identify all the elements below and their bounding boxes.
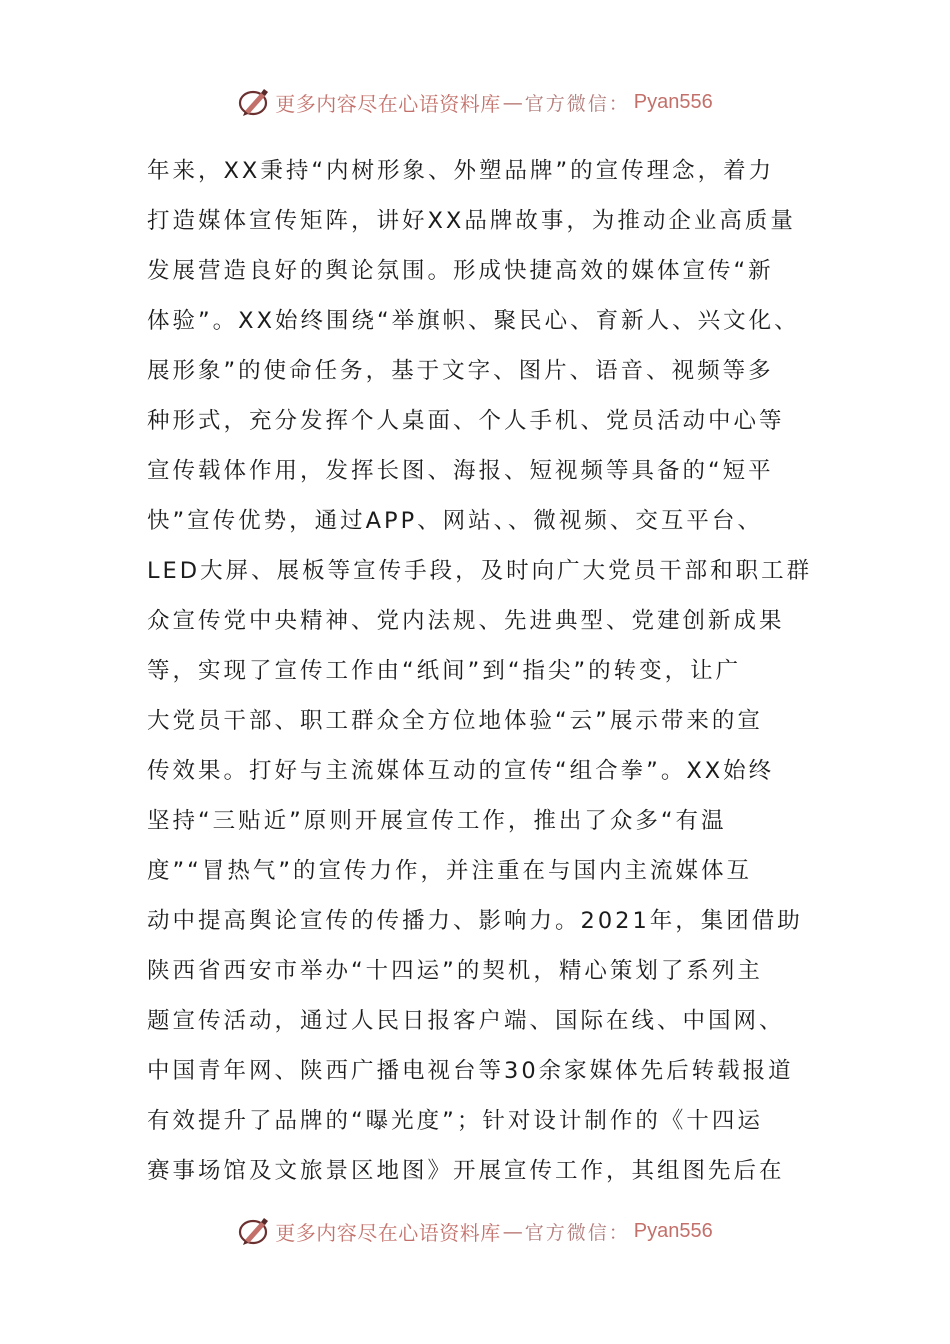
body-line: 众宣传党中央精神、党内法规、先进典型、党建创新成果 [147, 608, 785, 634]
header-banner [0, 82, 950, 122]
body-line: 赛事场馆及文旅景区地图》开展宣传工作，其组图先后在 [147, 1158, 785, 1184]
body-line: 打造媒体宣传矩阵，讲好XX品牌故事，为推动企业高质量 [147, 208, 796, 234]
pen-logo-icon [237, 85, 271, 119]
official-label: 官方微信： [524, 1221, 630, 1244]
body-line: LED大屏、展板等宣传手段，及时向广大党员干部和职工群 [147, 558, 813, 584]
body-line: 宣传载体作用，发挥长图、海报、短视频等具备的“短平 [147, 458, 774, 484]
body-line: 传效果。打好与主流媒体互动的宣传“组合拳”。XX始终 [147, 758, 775, 784]
official-label: 官方微信： [524, 92, 630, 115]
banner-dash: — [502, 1219, 523, 1243]
body-line: 发展营造良好的舆论氛围。形成快捷高效的媒体宣传“新 [147, 258, 774, 284]
brand-text: 更多内容尽在心语资料库 [275, 1220, 501, 1245]
body-line: 种形式，充分发挥个人桌面、个人手机、党员活动中心等 [147, 408, 785, 434]
body-line: 中国青年网、陕西广播电视台等30余家媒体先后转载报道 [147, 1058, 794, 1084]
body-line: 陕西省西安市举办“十四运”的契机，精心策划了系列主 [147, 958, 763, 984]
body-line: 等，实现了宣传工作由“纸间”到“指尖”的转变，让广 [147, 658, 742, 684]
body-line: 有效提升了品牌的“曝光度”；针对设计制作的《十四运 [147, 1108, 763, 1134]
wechat-id: Pyan556 [633, 1219, 713, 1242]
document-body [147, 146, 817, 1196]
body-line: 快”宣传优势，通过APP、网站、、微视频、交互平台、 [147, 508, 763, 534]
footer-banner [0, 1211, 950, 1251]
body-line: 动中提高舆论宣传的传播力、影响力。2021年，集团借助 [147, 908, 803, 934]
body-line: 年来，XX秉持“内树形象、外塑品牌”的宣传理念，着力 [147, 158, 775, 184]
brand-text: 更多内容尽在心语资料库 [275, 91, 501, 116]
pen-logo-icon [237, 1214, 271, 1248]
body-line: 题宣传活动，通过人民日报客户端、国际在线、中国网、 [147, 1008, 785, 1034]
banner-dash: — [502, 90, 523, 114]
body-line: 大党员干部、职工群众全方位地体验“云”展示带来的宣 [147, 708, 763, 734]
body-line: 坚持“三贴近”原则开展宣传工作，推出了众多“有温 [147, 808, 727, 834]
wechat-id: Pyan556 [633, 90, 713, 113]
body-line: 度”“冒热气”的宣传力作，并注重在与国内主流媒体互 [147, 858, 752, 884]
body-line: 体验”。XX始终围绕“举旗帜、聚民心、育新人、兴文化、 [147, 308, 800, 334]
body-line: 展形象”的使命任务，基于文字、图片、语音、视频等多 [147, 358, 774, 384]
